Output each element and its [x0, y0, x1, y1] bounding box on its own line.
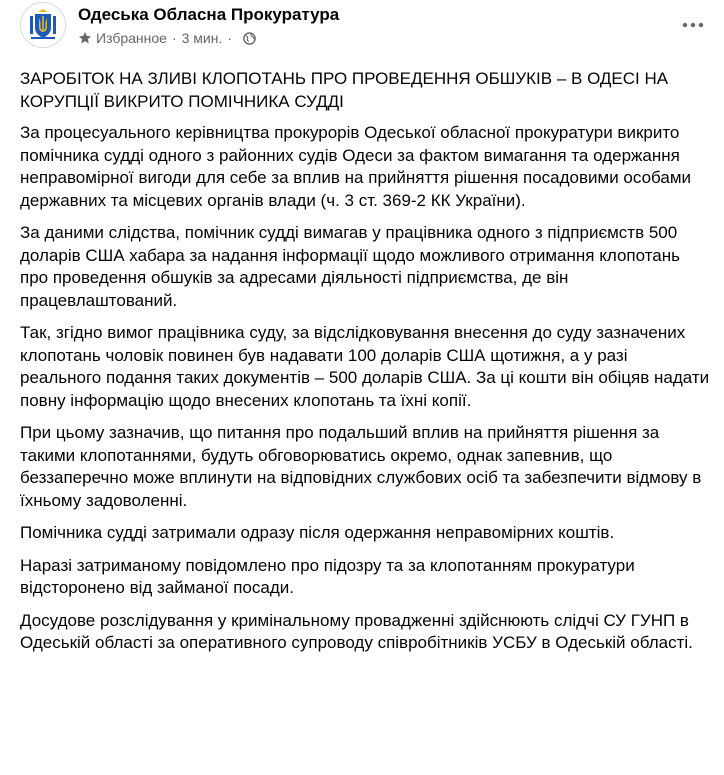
meta-separator: ·: [171, 30, 177, 46]
star-icon: [78, 31, 92, 45]
post-paragraph: Досудове розслідування у кримінальному провадженні здійснюють слідчі СУ ГУНП в Одеській області за оперативного супроводу співробітників УСБУ в Одеській області.: [20, 610, 693, 652]
more-dots-icon: [682, 22, 704, 28]
post-headline: ЗАРОБІТОК НА ЗЛИВІ КЛОПОТАНЬ ПРО ПРОВЕДЕННЯ ОБШУКІВ – В ОДЕСІ НА КОРУПЦІЇ ВИКРИТО ПОМІЧНИКА СУДДІ: [20, 69, 669, 111]
post-paragraph: За процесуального керівництва прокурорів Одеської обласної прокуратури викрито помічника судді одного з районних судів Одеси за фактом вимагання та одержання неправомірної вигоди для себе за вплив на прийняття рішення посадовими особами державних та місцевих органів влади (ч. 3 ст. 369-2 КК України).: [20, 123, 692, 210]
post-meta: [78, 30, 256, 46]
globe-icon[interactable]: [243, 32, 256, 45]
page-name[interactable]: Одеська Обласна Прокуратура: [78, 5, 340, 24]
post-paragraph: При цьому зазначив, що питання про подальший вплив на прийняття рішення за такими клопотаннями, будуть обговорюватись окремо, однак запевнив, що беззаперечно може вплинути на відповідних службових осіб та забезпечити відмову в їхньому задоволенні.: [20, 423, 702, 510]
post-header: [20, 0, 710, 60]
post-paragraph: Помічника судді затримали одразу після одержання неправомірних коштів.: [20, 523, 615, 542]
prosecutor-emblem-icon: [21, 3, 65, 47]
meta-separator-2: ·: [227, 30, 233, 46]
post-paragraph: За даними слідства, помічник судді вимагав у працівника одного з підприємств 500 доларів США хабара за надання інформації щодо можливого отримання клопотань про проведення обшуків за адресами діяльності підприємства, де він працевлаштований.: [20, 223, 680, 310]
post-timestamp[interactable]: 3 мин.: [181, 30, 223, 46]
post-paragraph: Так, згідно вимог працівника суду, за відслідковування внесення до суду зазначених клопотань чоловік повинен був надавати 100 доларів США щотижня, а у разі реального подання таких документів – 500 доларів США. За ці кошти він обіцяв надати повну інформацію щодо внесених клопотань та їхні копії.: [20, 323, 710, 410]
audience-label[interactable]: Избранное: [96, 30, 167, 46]
page-avatar[interactable]: [20, 2, 66, 48]
post-paragraph: Наразі затриманому повідомлено про підозру та за клопотанням прокуратури відсторонено від займаної посади.: [20, 555, 635, 597]
more-options-button[interactable]: [676, 8, 710, 42]
post-text: [20, 68, 710, 665]
